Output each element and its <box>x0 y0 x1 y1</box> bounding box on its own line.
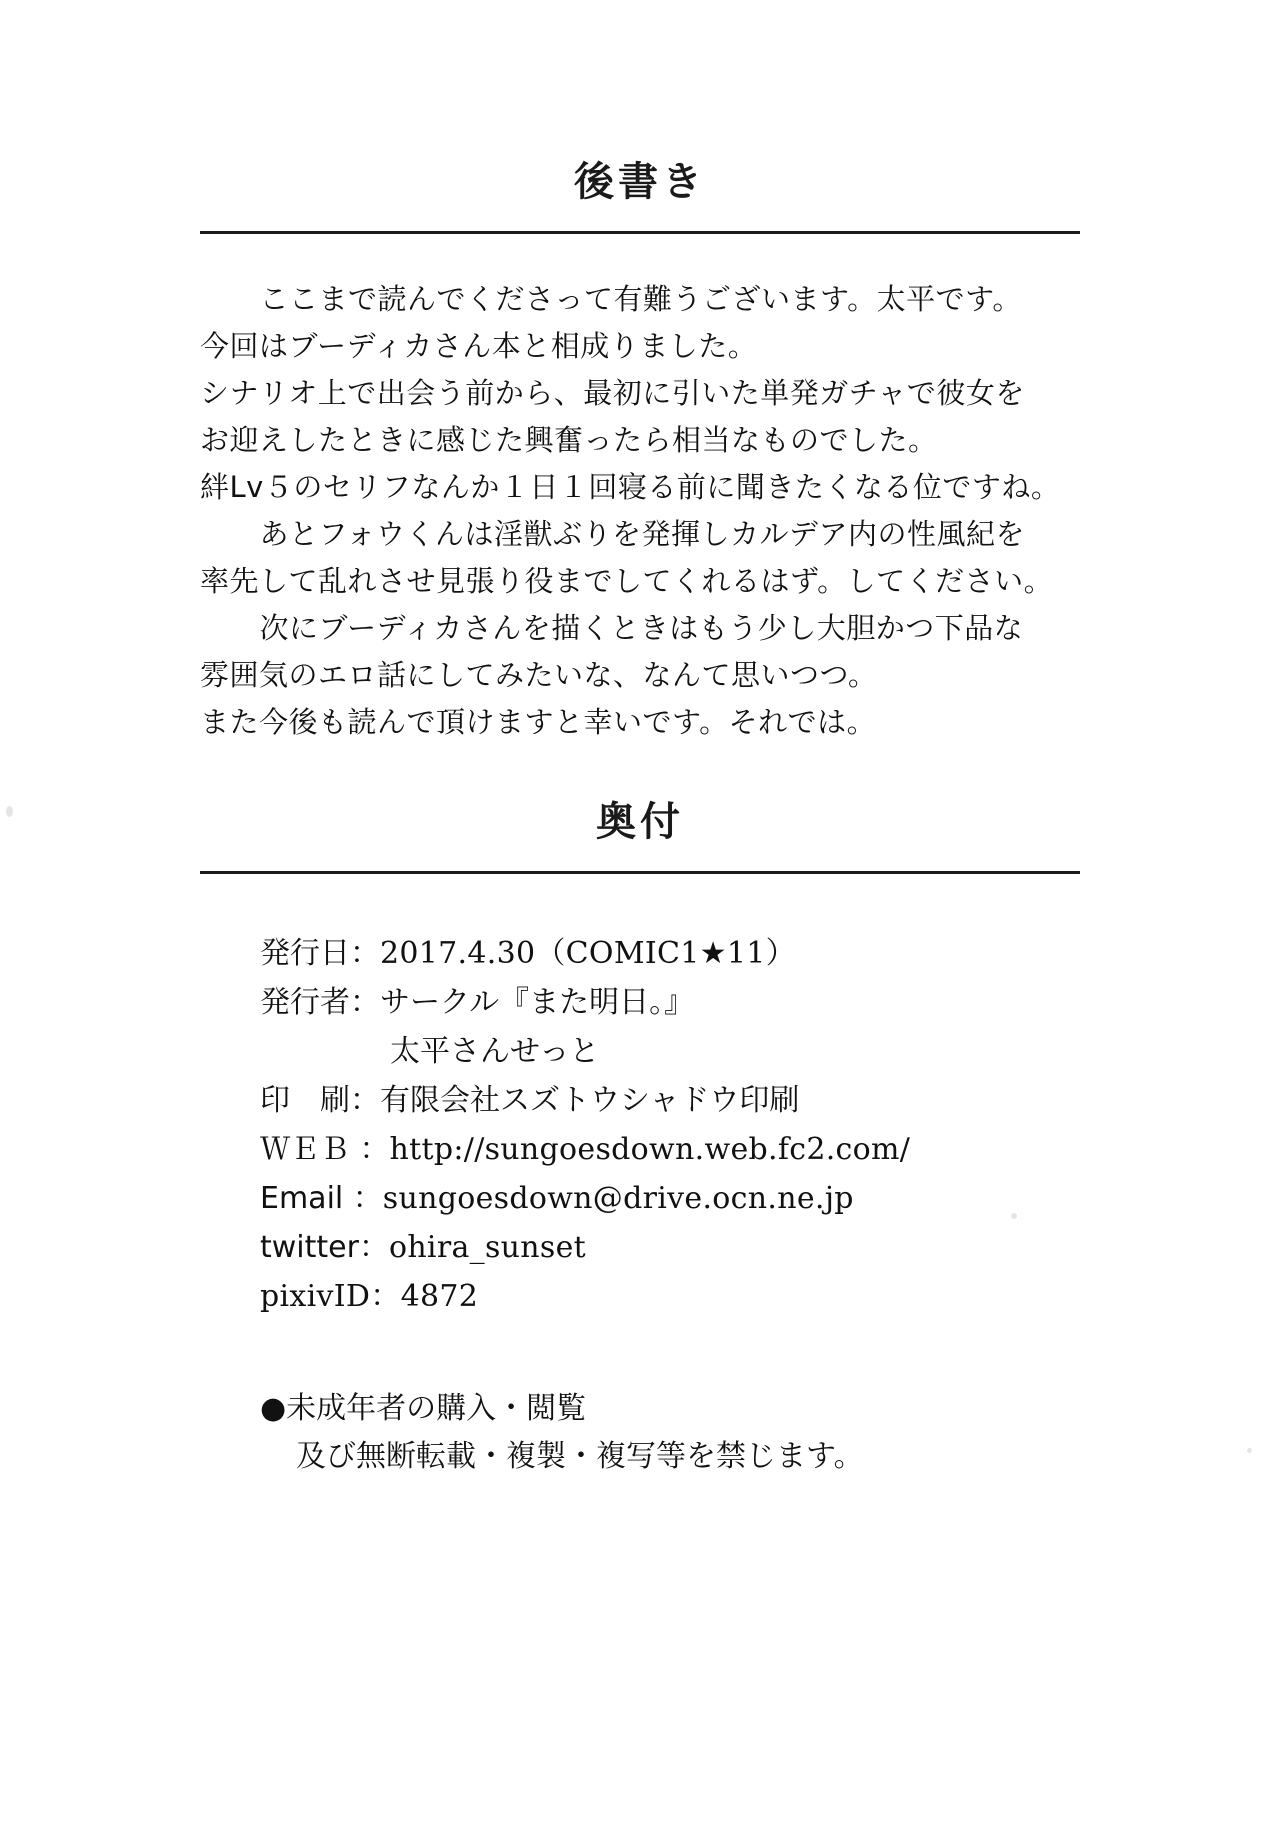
colophon-value: 有限会社スズトウシャドウ印刷 <box>380 1083 800 1118</box>
colophon-row <box>260 1076 1080 1125</box>
colophon-row <box>260 1125 1080 1174</box>
afterword-line: 雰囲気のエロ話にしてみたいな、なんて思いつつ。 <box>200 658 878 692</box>
colophon-value-web[interactable]: http://sungoesdown.web.fc2.com/ <box>389 1132 911 1167</box>
afterword-line: あとフォウくんは淫獣ぶりを発揮しカルデア内の性風紀を <box>230 517 1026 551</box>
colophon-row <box>260 1174 1080 1223</box>
colophon-value-pixiv: 4872 <box>400 1279 479 1314</box>
colophon-row <box>260 929 1080 978</box>
notice-line: ●未成年者の購入・閲覧 <box>260 1391 587 1426</box>
colophon-row <box>260 1272 1080 1321</box>
colophon-value: 2017.4.30（COMIC1★11） <box>380 936 796 971</box>
colophon-label: Email ： <box>260 1181 383 1216</box>
colophon-row <box>260 1223 1080 1272</box>
colophon-label: 印 刷： <box>260 1083 380 1118</box>
colophon-value: 太平さんせっと <box>390 1034 600 1069</box>
colophon-label: twitter： <box>260 1230 389 1265</box>
afterword-line: お迎えしたときに感じた興奮ったら相当なものでした。 <box>200 423 938 457</box>
colophon-section <box>200 790 1080 1481</box>
colophon-row-sub <box>260 1027 1080 1076</box>
afterword-line: 今回はブーディカさん本と相成りました。 <box>200 329 758 363</box>
colophon-value-twitter[interactable]: ohira_sunset <box>388 1230 587 1265</box>
colophon-value: サークル『また明日。』 <box>380 985 695 1020</box>
colophon-value-email[interactable]: sungoesdown@drive.ocn.ne.jp <box>382 1181 854 1216</box>
colophon-label: ＷＥＢ ： <box>260 1132 390 1167</box>
afterword-line: シナリオ上で出会う前から、最初に引いた単発ガチャで彼女を <box>200 376 1025 410</box>
colophon-heading: 奥付 <box>596 799 684 845</box>
colophon-row <box>260 978 1080 1027</box>
colophon-divider <box>200 871 1080 874</box>
scan-speck <box>6 806 13 817</box>
afterword-heading: 後書き <box>574 159 706 205</box>
afterword-line: また今後も読んで頂けますと幸いです。それでは。 <box>200 705 877 739</box>
colophon-label: 発行者： <box>260 985 380 1020</box>
afterword-line: ここまで読んでくださって有難うございます。太平です。 <box>230 282 1022 316</box>
notice-line: 及び無断転載・複製・複写等を禁じます。 <box>296 1439 864 1474</box>
colophon-notice <box>260 1385 1080 1481</box>
scan-speck <box>1247 1448 1252 1453</box>
colophon-label: pixivID： <box>260 1279 401 1314</box>
colophon-label: 発行日： <box>260 936 380 971</box>
afterword-line: 率先して乱れさせ見張り役までしてくれるはず。してください。 <box>200 564 1054 598</box>
afterword-section <box>200 150 1080 746</box>
afterword-body <box>200 276 1080 746</box>
afterword-divider <box>200 231 1080 234</box>
afterword-line: 絆Lv５のセリフなんか１日１回寝る前に聞きたくなる位ですね。 <box>200 470 1061 504</box>
colophon-table <box>260 929 1080 1481</box>
afterword-line: 次にブーディカさんを描くときはもう少し大胆かつ下品な <box>230 611 1024 645</box>
